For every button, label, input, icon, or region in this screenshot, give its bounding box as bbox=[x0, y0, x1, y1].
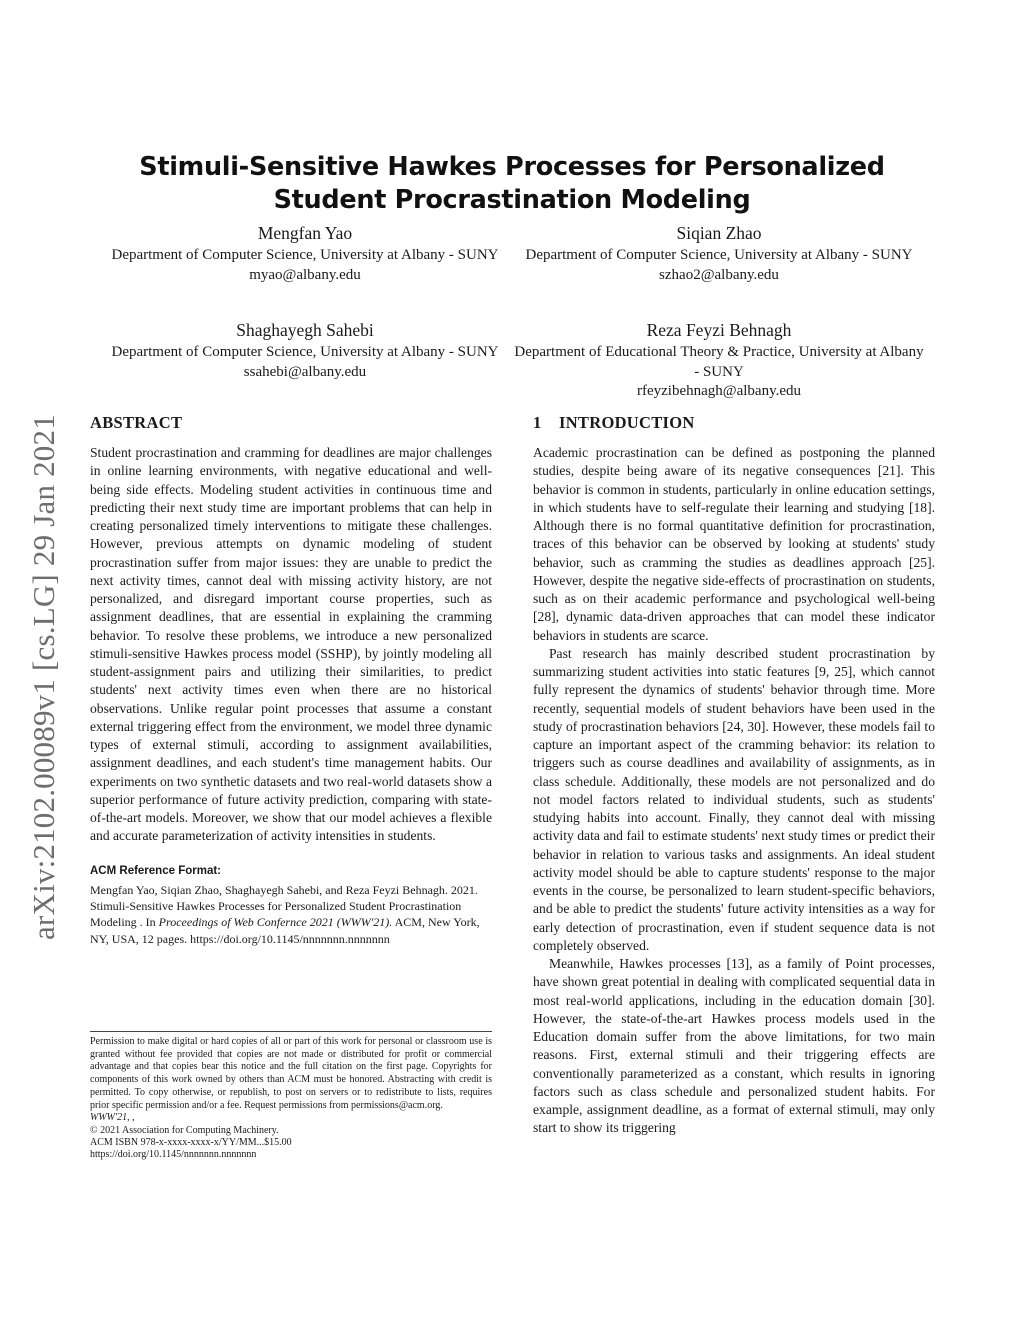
author-affiliation: Department of Computer Science, University at Albany - SUNY bbox=[111, 344, 499, 360]
acm-reference-text bbox=[90, 882, 492, 948]
doi-line: https://doi.org/10.1145/nnnnnnn.nnnnnnn bbox=[90, 1149, 257, 1161]
copyright-footnote bbox=[90, 1031, 492, 1162]
author-email: rfeyzibehnagh@albany.edu bbox=[636, 383, 802, 400]
author-affiliation: Department of Educational Theory & Practice, University at Albany - SUNY bbox=[514, 344, 924, 380]
section-number: 1 bbox=[533, 413, 542, 432]
acm-reference-citation: Mengfan Yao, Siqian Zhao, Shaghayegh Sahebi, and Reza Feyzi Behnagh. 2021. Stimuli-Sensitive Hawkes Processes for Personalized Student Procrastination Modeling . In bbox=[90, 882, 478, 930]
author-block-4 bbox=[514, 319, 924, 402]
conference-line: WWW'21, , bbox=[90, 1112, 135, 1124]
author-email: ssahebi@albany.edu bbox=[243, 363, 367, 380]
abstract-heading: ABSTRACT bbox=[90, 413, 183, 432]
author-block-2 bbox=[514, 222, 924, 285]
section-title: INTRODUCTION bbox=[559, 413, 695, 432]
intro-paragraph-3: Meanwhile, Hawkes processes [13], as a family of Point processes, have shown great potential in dealing with complicated sequential data in most real-world applications, including in the education domain [30]. However, the state-of-the-art Hawkes process models used in the Education domain suffer from the above limitations, for two main reasons. First, external stimuli and their triggering effects are conventionally parameterized as a constant, which results in ignoring factors such as class schedule and personalized student habits. For example, assignment deadline, as a format of external stimuli, may only start to show its triggering bbox=[533, 956, 935, 1136]
author-name: Siqian Zhao bbox=[676, 223, 762, 243]
abstract-text: Student procrastination and cramming for deadlines are major challenges in online learning environments, with negative educational and well-being side effects. Modeling student activities in continuous time and predicting their next study time are important problems that can help in creating personalized timely interventions to mitigate these challenges. However, previous attempts on dynamic modeling of student procrastination suffer from major issues: they are unable to predict the next activity times, cannot deal with missing activity history, are not personalized, and disregard important course properties, such as assignment deadlines, that are essential in explaining the cramming behavior. To resolve these problems, we introduce a new personalized stimuli-sensitive Hawkes process model (SSHP), by jointly modeling all student-assignment pairs and utilizing their similarities, to predict students' next activity times even when there are no historical observations. Unlike regular point processes that assume a constant external triggering effect from the environment, we model three dynamic types of external stimuli, according to assignment availabilities, assignment deadlines, and each student's time management habits. Our experiments on two synthetic datasets and two real-world datasets show a superior performance of future activity prediction, comparing with state-of-the-art models. Moreover, we show that our model achieves a flexible and accurate parameterization of activity intensities in students. bbox=[90, 445, 492, 844]
author-name: Mengfan Yao bbox=[257, 223, 353, 243]
acm-reference-publisher: ACM, New York, NY, USA, 12 pages. https://doi.org/10.1145/nnnnnnn.nnnnnnn bbox=[90, 915, 480, 946]
author-name: Reza Feyzi Behnagh bbox=[646, 320, 792, 340]
author-block-1 bbox=[100, 222, 510, 285]
permission-notice: Permission to make digital or hard copies of all or part of this work for personal or classroom use is granted without fee provided that copies are not made or distributed for profit or commercial advantage and that copies bear this notice and the full citation on the first page. Copyrights for components of this work owned by others than ACM must be honored. Abstracting with credit is permitted. To copy otherwise, or republish, to post on servers or to redistribute to lists, requires prior specific permission and/or a fee. Request permissions from permissions@acm.org. bbox=[90, 1036, 492, 1111]
author-affiliation: Department of Computer Science, University at Albany - SUNY bbox=[525, 247, 913, 263]
author-email: szhao2@albany.edu bbox=[659, 266, 779, 283]
introduction-heading bbox=[533, 412, 935, 434]
isbn-line: ACM ISBN 978-x-xxxx-xxxx-x/YY/MM...$15.00 bbox=[90, 1137, 292, 1149]
left-column bbox=[90, 412, 492, 947]
paper-title: Stimuli-Sensitive Hawkes Processes for Personalized Student Procrastination Modeling bbox=[139, 152, 885, 216]
author-email: myao@albany.edu bbox=[249, 266, 361, 283]
author-affiliation: Department of Computer Science, University at Albany - SUNY bbox=[111, 247, 499, 263]
acm-reference-heading: ACM Reference Format: bbox=[90, 864, 221, 877]
copyright-line: © 2021 Association for Computing Machinery. bbox=[90, 1124, 279, 1136]
arxiv-identifier: arXiv:2102.00089v1 [cs.LG] 29 Jan 2021 bbox=[26, 414, 61, 940]
acm-reference-venue: Proceedings of Web Confernce 2021 (WWW'21). bbox=[158, 915, 393, 930]
right-column bbox=[533, 412, 935, 1138]
author-block-3 bbox=[100, 319, 510, 382]
intro-paragraph-2: Past research has mainly described student procrastination by summarizing student activities into static features [9, 25], which cannot fully represent the dynamics of students' behavior through time. More recently, sequential models of student behaviors have been used in the study of procrastination behaviors [24, 30]. However, these models fail to capture an important aspect of the cramming behavior: its relation to triggers such as course deadlines and availability of assignments, as in class schedule. Additionally, these models are not personalized and do not model factors related to individual students, such as students' studying habits into account. Finally, they cannot deal with missing activity data and fail to estimate students' next study times or predict their behavior in relation to various tasks and assignments. An ideal student activity model should be able to capture students' response to the major events in the course, be personalized to learn student-specific behaviors, and be able to predict the students' future activity intensities as a way for early detection of procrastination, even if student sequence data is not completely observed. bbox=[533, 645, 935, 953]
author-name: Shaghayegh Sahebi bbox=[236, 320, 374, 340]
intro-paragraph-1: Academic procrastination can be defined as postponing the planned studies, despite being aware of its negative consequences [21]. This behavior is common in students, particularly in online education settings, in which students have to self-regulate their learning and studying [18]. Although there is no formal quantitative definition for procrastination, traces of this behavior can be observed by looking at students' study behavior, such as cramming the studies as deadlines approach [25]. However, despite the negative side-effects of procrastination on students, such as on their academic performance and psychological well-being [28], dynamic data-driven approaches that can model these indicator behaviors in students are scarce. bbox=[533, 445, 935, 643]
